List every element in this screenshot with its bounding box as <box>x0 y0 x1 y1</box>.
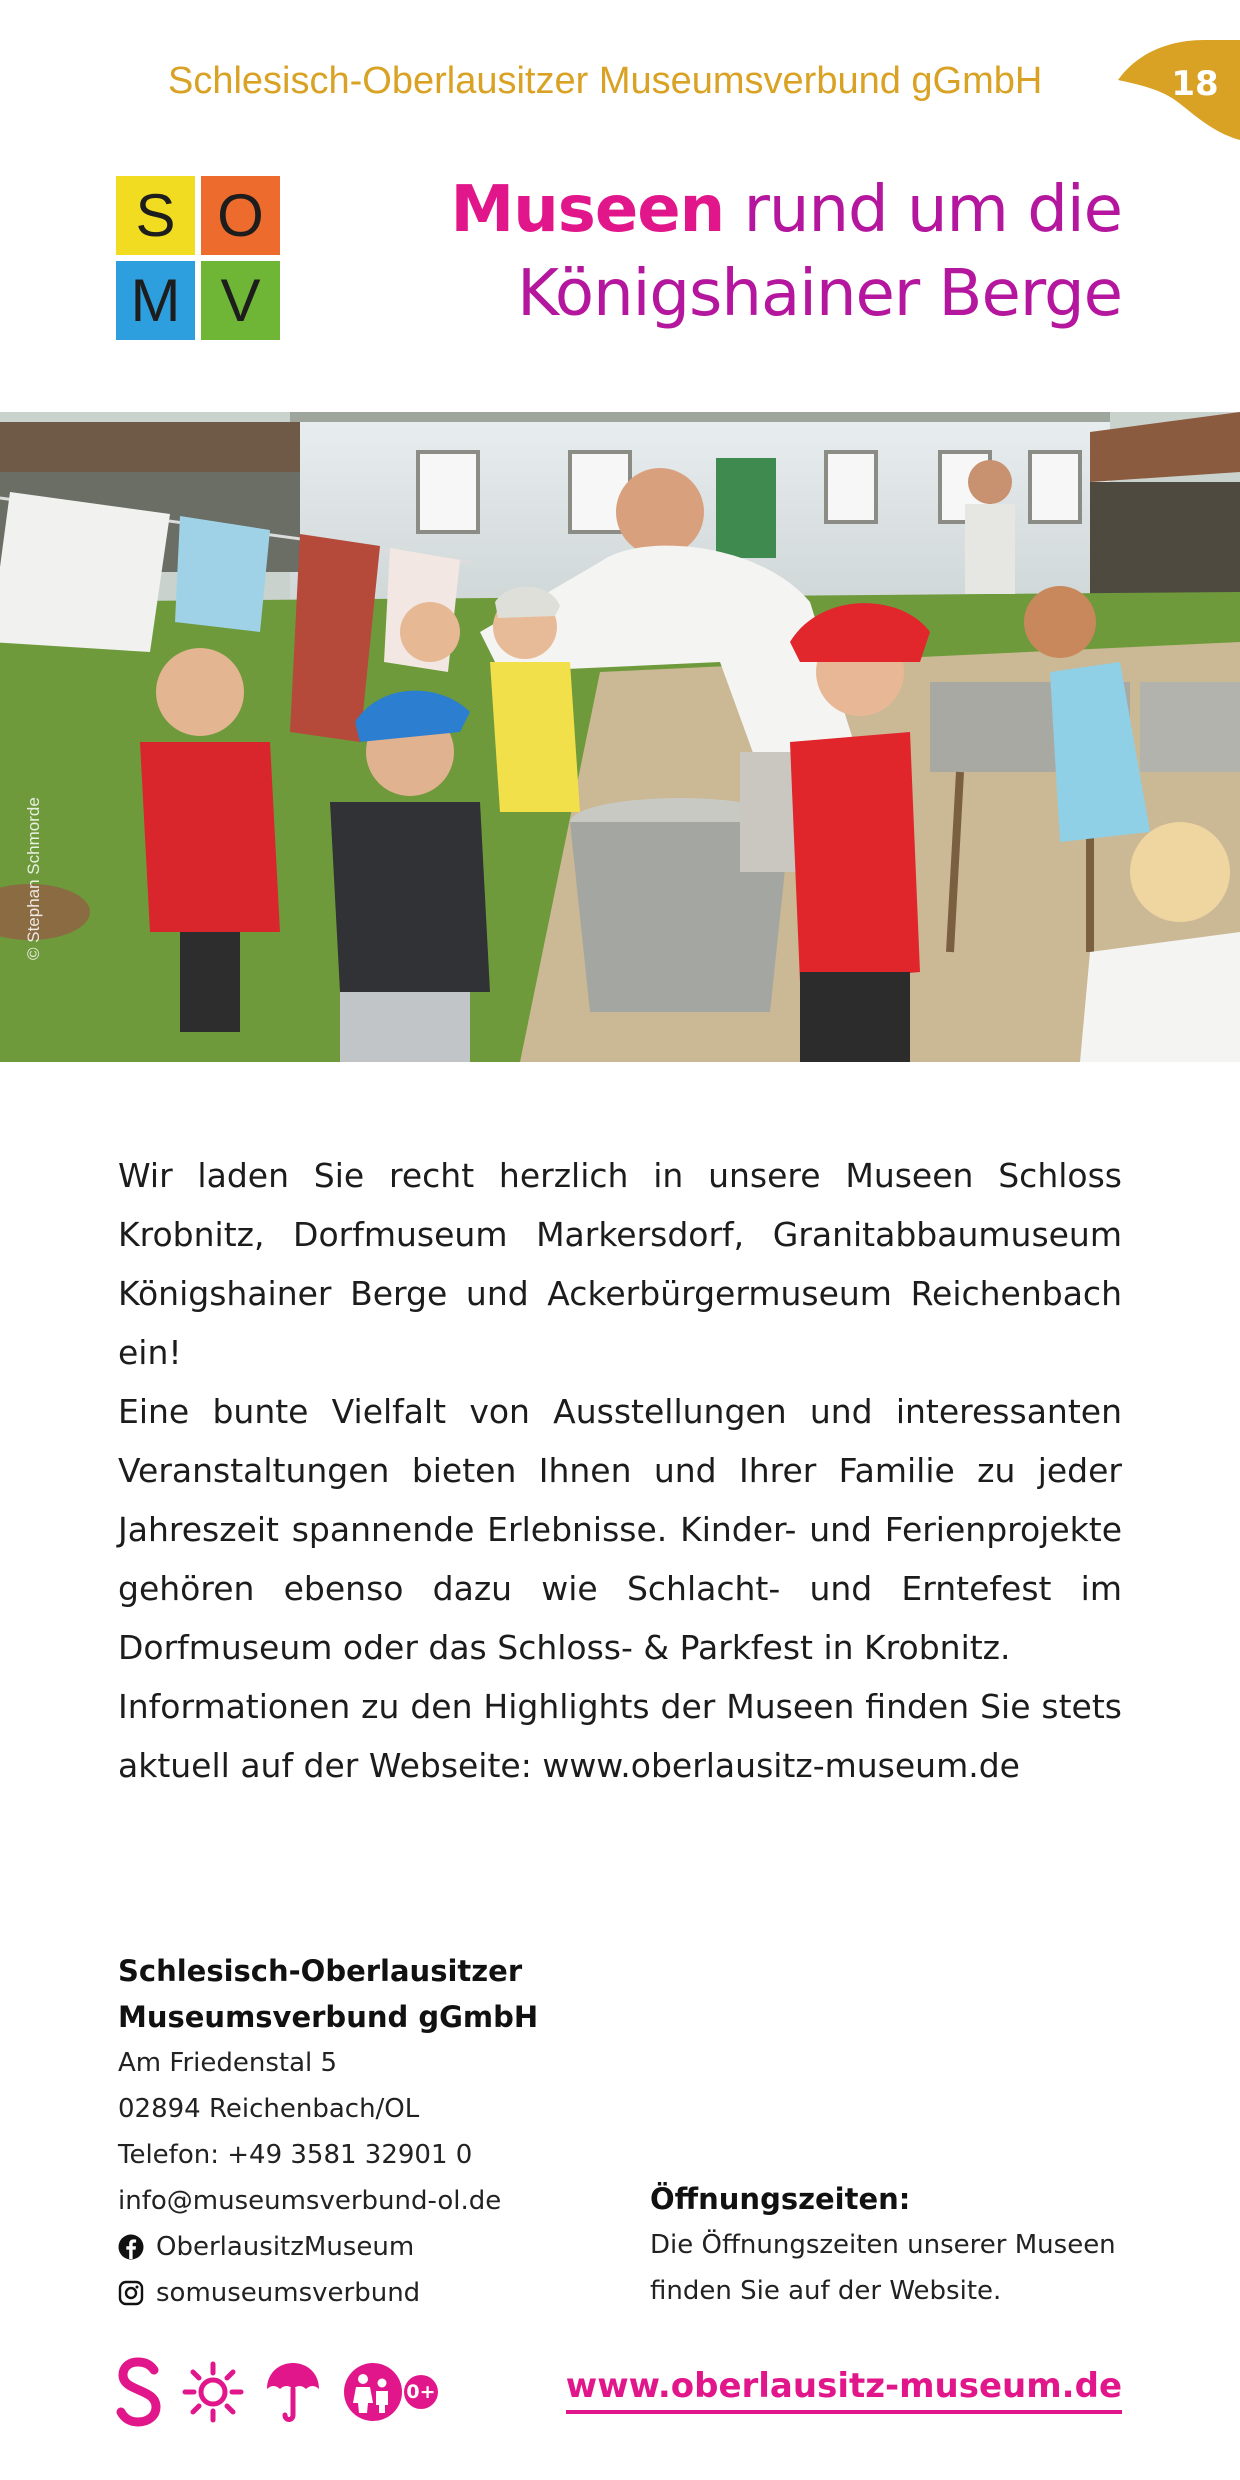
pictogram-row <box>116 2352 442 2432</box>
photo-illustration <box>0 412 1240 1062</box>
logo-letter-m: M <box>116 261 195 340</box>
museum-photo <box>0 412 1240 1062</box>
contact-city: 02894 Reichenbach/OL <box>118 2094 420 2124</box>
page-title <box>362 168 1122 336</box>
facebook-icon <box>118 2234 144 2260</box>
instagram-icon <box>118 2280 144 2306</box>
opening-hours-line-1: Die Öffnungszeiten unserer Museen <box>650 2230 1116 2260</box>
contact-instagram[interactable] <box>118 2270 678 2316</box>
page-number: 18 <box>1171 64 1219 104</box>
page-number-tab <box>1118 40 1240 140</box>
logo-letter-o: O <box>201 176 280 255</box>
facebook-handle: OberlausitzMuseum <box>156 2232 415 2262</box>
contact-facebook[interactable] <box>118 2224 678 2270</box>
contact-phone[interactable]: Telefon: +49 3581 32901 0 <box>118 2140 473 2170</box>
intro-paragraph-1: Wir laden Sie recht herzlich in unsere Museen Schloss Krobnitz, Dorfmuseum Markersdorf, Granitabbaumuseum Königshainer Berge und Ackerbürgermuseum Reichenbach ein! <box>118 1156 1122 1372</box>
title-line-1 <box>362 168 1122 252</box>
umbrella-icon <box>264 2359 322 2425</box>
contact-street: Am Friedenstal 5 <box>118 2048 338 2078</box>
s-logo-icon <box>116 2356 162 2428</box>
organization-header: Schlesisch-Oberlausitzer Museumsverbund gGmbH <box>168 60 1043 102</box>
contact-name-line-2: Museumsverbund gGmbH <box>118 2000 539 2034</box>
family-age-badge <box>342 2361 442 2423</box>
title-strong: Museen <box>450 173 725 247</box>
intro-paragraph-2: Eine bunte Vielfalt von Ausstellungen und interessanten Veranstaltungen bieten Ihnen und Ihrer Familie zu jeder Jahreszeit spannende Erlebnisse. Kinder- und Ferienprojekte gehören ebenso dazu wie Schlacht- und Erntefest im Dorfmuseum oder das Schloss- & Parkfest in Krobnitz. <box>118 1392 1122 1667</box>
intro-text <box>118 1146 1122 1795</box>
somv-logo <box>116 176 280 340</box>
sun-icon <box>182 2361 244 2423</box>
title-rest: rund um die <box>724 173 1122 247</box>
instagram-handle: somuseumsverbund <box>156 2278 421 2308</box>
title-line-2: Königshainer Berge <box>517 257 1122 331</box>
contact-block <box>118 1948 678 2316</box>
age-label: 0+ <box>406 2381 436 2403</box>
intro-paragraph-3: Informationen zu den Highlights der Museen finden Sie stets aktuell auf der Webseite: www.oberlausitz-museum.de <box>118 1687 1122 1785</box>
website-link[interactable]: www.oberlausitz-museum.de <box>566 2366 1122 2414</box>
opening-hours-title: Öffnungszeiten: <box>650 2182 911 2216</box>
contact-email[interactable]: info@museumsverbund-ol.de <box>118 2186 502 2216</box>
opening-hours-line-2: finden Sie auf der Website. <box>650 2276 1002 2306</box>
logo-letter-v: V <box>201 261 280 340</box>
photo-credit: © Stephan Schmorde <box>24 797 43 960</box>
contact-name-line-1: Schlesisch-Oberlausitzer <box>118 1954 523 1988</box>
logo-letter-s: S <box>116 176 195 255</box>
opening-hours <box>650 2176 1130 2314</box>
